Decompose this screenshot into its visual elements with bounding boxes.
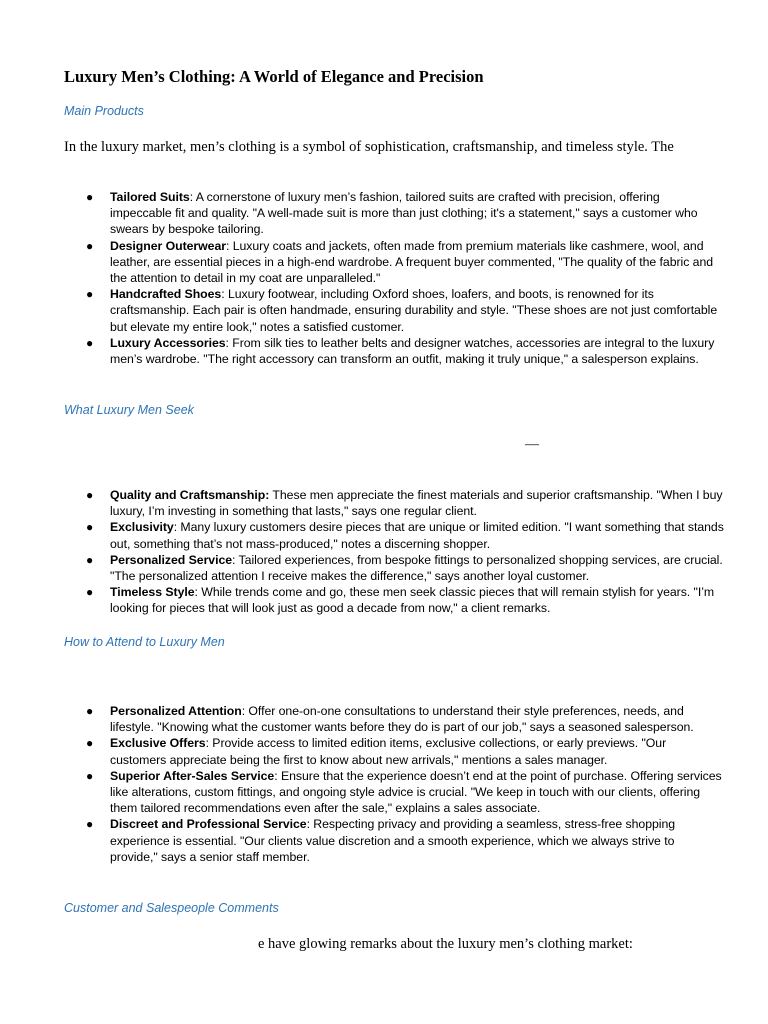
item-text: : Ensure that the experience doesn’t end at the point of purchase. Offering services like alterations, custom fittings, and ongoing style advice is crucial. "We keep in touch with our clients, offering them tailored recommendations even after the sale," explains a sales associate. bbox=[110, 768, 722, 816]
bullet-icon: ● bbox=[86, 238, 94, 253]
heading-how-to-attend: How to Attend to Luxury Men bbox=[64, 635, 225, 649]
bullet-icon: ● bbox=[86, 190, 94, 204]
item-text: : Luxury footwear, including Oxford shoes, loafers, and boots, is renowned for its craftsmanship. Each pair is often handmade, ensuring durability and style. "These shoes are not just comfortable but elevate my entire look," notes a satisfied customer. bbox=[110, 287, 718, 334]
list-what-luxury-men-seek bbox=[0, 487, 768, 617]
item-term: Superior After-Sales Service bbox=[110, 768, 275, 783]
item-text: These men appreciate the finest materials and superior craftsmanship. "When I buy luxury, I’m investing in something that lasts," says one regular client. bbox=[110, 488, 723, 519]
list-item bbox=[86, 584, 724, 616]
em-dash: — bbox=[525, 437, 539, 452]
item-term: Handcrafted Shoes bbox=[110, 287, 222, 302]
item-text: : From silk ties to leather belts and designer watches, accessories are integral to the luxury men’s wardrobe. "The right accessory can transform an outfit, making it truly unique," a salesperson explains. bbox=[110, 335, 715, 367]
list-item bbox=[86, 286, 724, 335]
item-text: : Tailored experiences, from bespoke fittings to personalized shopping services, are crucial. "The personalized attention I receive makes the difference," says another loyal customer. bbox=[110, 552, 723, 584]
list-item bbox=[86, 768, 724, 817]
intro-main-products: In the luxury market, men’s clothing is a symbol of sophistication, craftsmanship, and timeless style. The bbox=[64, 139, 674, 155]
bullet-icon: ● bbox=[86, 287, 94, 302]
list-item bbox=[86, 487, 724, 519]
item-text: : Respecting privacy and providing a seamless, stress-free shopping experience is essential. "Our clients value discretion and a smooth experience, which we always strive to provide," says a senior staff member. bbox=[110, 817, 676, 864]
item-term: Exclusivity bbox=[110, 520, 174, 535]
list-how-to-attend bbox=[0, 703, 768, 865]
item-text: : Offer one-on-one consultations to understand their style preferences, needs, and lifestyle. "Knowing what the customer wants before they do is part of our job," says a seasoned salesperson. bbox=[110, 704, 694, 735]
list-item bbox=[86, 816, 724, 865]
bullet-icon: ● bbox=[86, 817, 94, 832]
bullet-icon: ● bbox=[86, 768, 94, 783]
list-item bbox=[86, 238, 724, 287]
item-term: Exclusive Offers bbox=[110, 736, 206, 751]
list-item bbox=[86, 335, 724, 367]
bullet-icon: ● bbox=[86, 704, 94, 718]
item-text: : Many luxury customers desire pieces that are unique or limited edition. "I want something that stands out, something that’s not mass-produced," notes a discerning shopper. bbox=[110, 520, 724, 551]
item-text: : Provide access to limited edition items, exclusive collections, or early previews. "Our customers appreciate being the first to know about new arrivals," mentions a sales manager. bbox=[110, 736, 667, 767]
item-term: Designer Outerwear bbox=[110, 238, 226, 253]
list-item bbox=[86, 189, 724, 238]
item-term: Personalized Service bbox=[110, 552, 233, 567]
item-text: : Luxury coats and jackets, often made from premium materials like cashmere, wool, and leather, are essential pieces in a high-end wardrobe. A frequent buyer commented, "The quality of the fabric and the attention to detail in my coat are unparalleled." bbox=[110, 238, 714, 286]
item-text: : While trends come and go, these men seek classic pieces that will remain stylish for years. "I’m looking for pieces that will look just as good a decade from now," a client remarks. bbox=[110, 585, 715, 616]
item-term: Personalized Attention bbox=[110, 704, 242, 718]
bullet-icon: ● bbox=[86, 585, 94, 600]
bullet-icon: ● bbox=[86, 736, 94, 751]
list-item bbox=[86, 519, 724, 551]
item-term: Tailored Suits bbox=[110, 190, 190, 204]
heading-customer-comments: Customer and Salespeople Comments bbox=[64, 901, 279, 915]
item-term: Luxury Accessories bbox=[110, 335, 226, 350]
intro-customer-comments: e have glowing remarks about the luxury men’s clothing market: bbox=[258, 936, 633, 952]
heading-main-products: Main Products bbox=[64, 104, 144, 118]
item-text: : A cornerstone of luxury men’s fashion, tailored suits are crafted with precision, offering impeccable fit and quality. "A well-made suit is more than just clothing; it's a statement," says a customer who swears by bespoke tailoring. bbox=[110, 190, 698, 237]
list-main-products bbox=[0, 189, 768, 367]
item-term: Discreet and Professional Service bbox=[110, 817, 307, 832]
list-item bbox=[86, 552, 724, 584]
list-item bbox=[86, 735, 724, 767]
list-item bbox=[86, 703, 724, 735]
bullet-icon: ● bbox=[86, 335, 94, 350]
item-term: Quality and Craftsmanship: bbox=[110, 488, 270, 502]
document-title: Luxury Men’s Clothing: A World of Elegance and Precision bbox=[64, 67, 484, 86]
item-term: Timeless Style bbox=[110, 585, 195, 600]
bullet-icon: ● bbox=[86, 552, 94, 567]
bullet-icon: ● bbox=[86, 488, 94, 502]
heading-what-luxury-men-seek: What Luxury Men Seek bbox=[64, 403, 194, 417]
bullet-icon: ● bbox=[86, 520, 94, 535]
